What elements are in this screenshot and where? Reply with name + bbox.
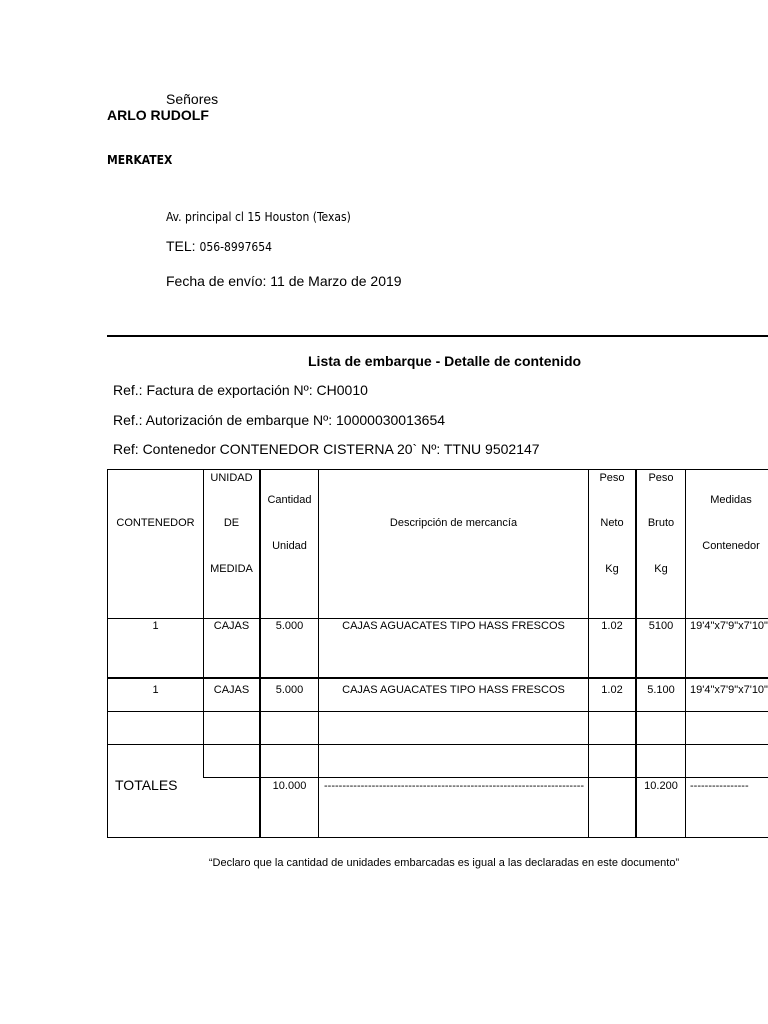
company-name: MERKATEX xyxy=(107,153,173,167)
row1-medidas: 19'4"x7'9"x7'10" xyxy=(690,620,768,632)
header-cantidad-unidad: Unidad xyxy=(272,540,307,552)
phone-line xyxy=(166,238,272,256)
row2-cantidad: 5.000 xyxy=(275,684,304,696)
totals-medidas: ---------------- xyxy=(690,780,749,792)
ref-authorization: Ref.: Autorización de embarque Nº: 10000030013654 xyxy=(113,412,446,428)
row2-descripcion: CAJAS AGUACATES TIPO HASS FRESCOS xyxy=(342,684,565,696)
header-contenedor: CONTENEDOR xyxy=(116,517,195,529)
phone-value: 056-8997654 xyxy=(199,240,273,254)
row1-descripcion: CAJAS AGUACATES TIPO HASS FRESCOS xyxy=(342,620,565,632)
ref-invoice: Ref.: Factura de exportación Nº: CH0010 xyxy=(113,382,368,398)
totals-label: TOTALES xyxy=(115,777,178,793)
row1-peso-neto: 1.02 xyxy=(601,620,623,632)
header-peso-bruto-1: Peso xyxy=(648,472,674,484)
greeting: Señores xyxy=(166,91,219,107)
totals-peso-bruto: 10.200 xyxy=(644,780,678,792)
recipient-name: ARLO RUDOLF xyxy=(107,107,209,123)
header-peso-neto-2: Neto xyxy=(600,517,624,529)
header-peso-bruto-3: Kg xyxy=(654,563,668,575)
row2-medidas: 19'4"x7'9"x7'10" xyxy=(690,684,768,696)
row1-unidad: CAJAS xyxy=(213,620,250,632)
row2-peso-bruto: 5.100 xyxy=(647,684,675,696)
header-de: DE xyxy=(223,517,240,529)
header-medida: MEDIDA xyxy=(210,563,253,575)
document-title: Lista de embarque - Detalle de contenido xyxy=(308,353,582,369)
header-peso-neto-1: Peso xyxy=(599,472,625,484)
row2-peso-neto: 1.02 xyxy=(601,684,623,696)
row2-unidad: CAJAS xyxy=(213,684,250,696)
row2-contenedor: 1 xyxy=(152,684,159,696)
header-medidas: Medidas xyxy=(710,494,752,506)
row1-peso-bruto: 5100 xyxy=(648,620,674,632)
declaration-text: “Declaro que la cantidad de unidades embarcadas es igual a las declaradas en este documento” xyxy=(208,857,680,869)
header-peso-neto-3: Kg xyxy=(605,563,619,575)
header-descripcion: Descripción de mercancía xyxy=(389,517,518,529)
phone-label: TEL: xyxy=(166,238,200,254)
divider-rule xyxy=(107,335,768,337)
header-peso-bruto-2: Bruto xyxy=(647,517,675,529)
header-cantidad: Cantidad xyxy=(267,494,312,506)
shipping-date: Fecha de envío: 11 de Marzo de 2019 xyxy=(166,273,402,289)
totals-descripcion: ----------------------------------------------------------------------- xyxy=(324,780,585,792)
header-contenedor-medidas: Contenedor xyxy=(702,540,760,552)
address: Av. principal cl 15 Houston (Texas) xyxy=(166,210,351,224)
row1-cantidad: 5.000 xyxy=(275,620,304,632)
header-unidad: UNIDAD xyxy=(210,472,253,484)
totals-cantidad: 10.000 xyxy=(272,780,307,792)
row1-contenedor: 1 xyxy=(152,620,159,632)
ref-container: Ref: Contenedor CONTENEDOR CISTERNA 20` Nº: TTNU 9502147 xyxy=(113,441,540,457)
